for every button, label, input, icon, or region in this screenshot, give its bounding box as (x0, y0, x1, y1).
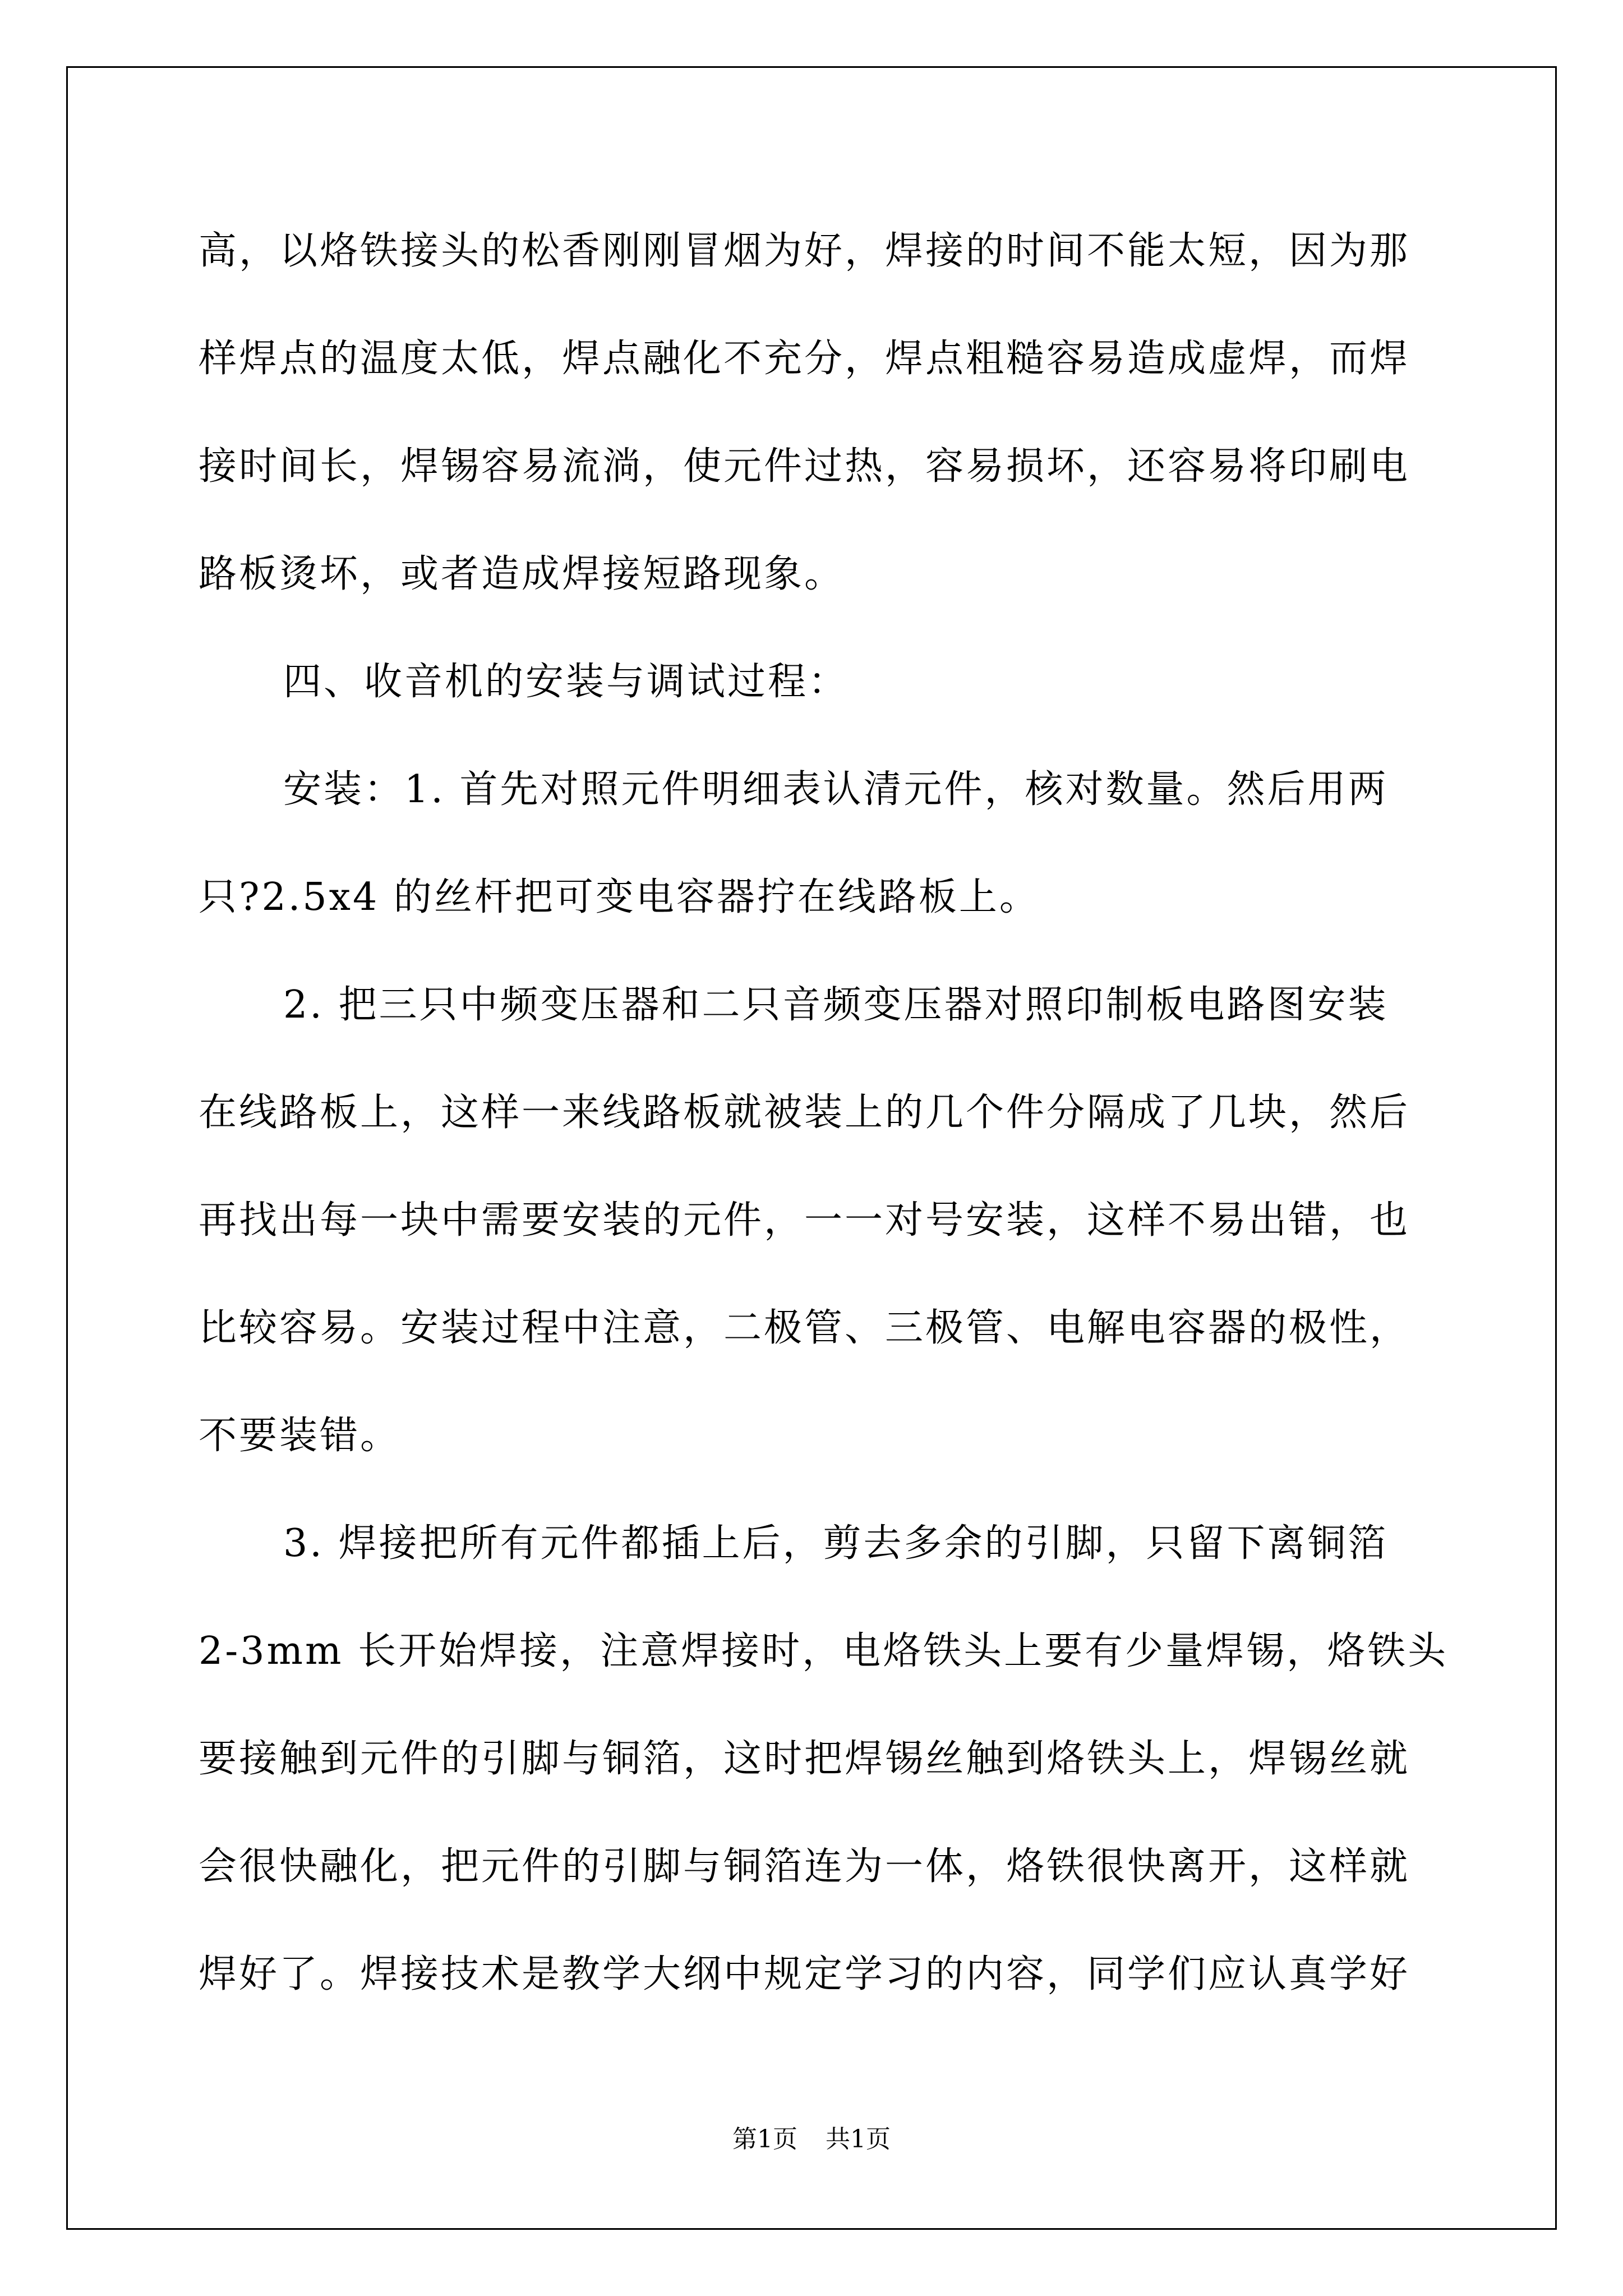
text-line: 2. 把三只中频变压器和二只音频变压器对照印制板电路图安装 (283, 983, 1389, 1027)
text-line: 在线路板上，这样一来线路板就被装上的几个件分隔成了几块，然后 (199, 1091, 1410, 1135)
text-line: 2-3mm 长开始焊接，注意焊接时，电烙铁头上要有少量焊锡，烙铁头 (199, 1629, 1449, 1673)
page-number: 第1页 (732, 2125, 797, 2154)
text-line: 只?2.5x4 的丝杆把可变电容器拧在线路板上。 (199, 875, 1040, 919)
text-line: 比较容易。安装过程中注意，二极管、三极管、电解电容器的极性， (199, 1306, 1410, 1350)
page-border (66, 66, 1557, 2230)
text-line: 接时间长，焊锡容易流淌，使元件过热，容易损坏，还容易将印刷电 (199, 444, 1410, 489)
text-line: 再找出每一块中需要安装的元件，一一对号安装，这样不易出错，也 (199, 1198, 1410, 1243)
text-line: 样焊点的温度太低，焊点融化不充分，焊点粗糙容易造成虚焊，而焊 (199, 337, 1410, 381)
text-line: 安装：1. 首先对照元件明细表认清元件，核对数量。然后用两 (283, 767, 1389, 812)
text-line: 要接触到元件的引脚与铜箔，这时把焊锡丝触到烙铁头上，焊锡丝就 (199, 1737, 1410, 1781)
text-line: 高，以烙铁接头的松香刚刚冒烟为好，焊接的时间不能太短，因为那 (199, 229, 1410, 273)
section-heading: 四、收音机的安装与调试过程： (283, 660, 849, 704)
text-line: 会很快融化，把元件的引脚与铜箔连为一体，烙铁很快离开，这样就 (199, 1844, 1410, 1889)
text-line: 焊好了。焊接技术是教学大纲中规定学习的内容，同学们应认真学好 (199, 1952, 1410, 1996)
text-line: 3. 焊接把所有元件都插上后，剪去多余的引脚，只留下离铜箔 (283, 1521, 1389, 1566)
text-line: 路板烫坏，或者造成焊接短路现象。 (199, 552, 845, 596)
page-total: 共1页 (826, 2125, 891, 2154)
text-line: 不要装错。 (199, 1414, 401, 1458)
page-footer (0, 2123, 1623, 2156)
